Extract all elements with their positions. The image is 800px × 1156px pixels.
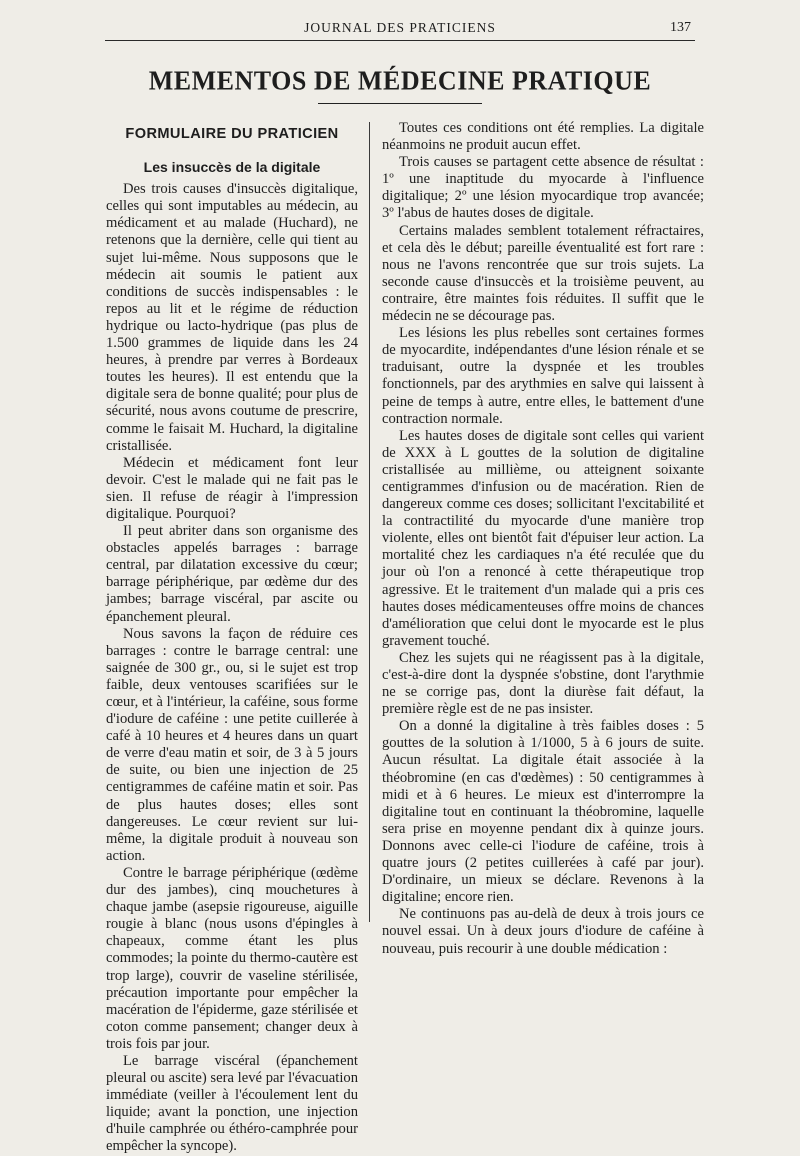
- paragraph: Les hautes doses de digitale sont celles qui varient de XXX à L gouttes de la solution de digitaline cristallisée au millième, ou atteignent soixante centigrammes d'infusion ou de macération. Rien de dangereux comme ces doses; sollicitant l'excitabilité et la contractilité du myocarde d'une manière trop violente, elles ont bientôt fait d'épuiser leur action. La mortalité chez les cardiaques n'a été reculée que du jour où l'on a renoncé à cette thérapeutique trop agressive. Et le traitement d'un malade qui a pris ces hautes doses médicamenteuses offre moins de chances d'amélioration que celui dont le myocarde est le plus gravement touché.: [382, 427, 704, 649]
- paragraph: Il peut abriter dans son organisme des obstacles appelés barrages : barrage central, par dilatation excessive du cœur; barrage périphérique, par œdème dur des jambes; barrage viscéral, par ascite ou épanchement pleural.: [106, 523, 358, 625]
- journal-title: JOURNAL DES PRATICIENS: [304, 20, 496, 35]
- paragraph: Trois causes se partagent cette absence de résultat : 1º une inaptitude du myocarde à l'influence digitalique; 2º une lésion myocardique trop avancée; 3º l'abus de hautes doses de digitale.: [382, 154, 704, 222]
- paragraph: Toutes ces conditions ont été remplies. La digitale néanmoins ne produit aucun effet.: [382, 120, 704, 154]
- paragraph: Ne continuons pas au-delà de deux à trois jours ce nouvel essai. Un à deux jours d'iodure de caféine à nouveau, puis recourir à une double médication :: [382, 906, 704, 957]
- right-column: [370, 120, 704, 958]
- title-divider: [318, 103, 482, 104]
- paragraph: Contre le barrage périphérique (œdème dur des jambes), cinq mouchetures à chaque jambe (asepsie rigoureuse, aiguille rougie à blanc (nous usons d'épingles à chapeaux, comme étant les plus commodes; la pointe du thermo-cautère est trop large), couvrir de vaseline stérilisée, précaution importante pour empêcher la macération de l'épiderme, gaze stérilisée et coton comme pansement; changer deux à trois fois par jour.: [106, 864, 358, 1052]
- article-heading: Les insuccès de la digitale: [143, 159, 321, 176]
- page-title: MEMENTOS DE MÉDECINE PRATIQUE: [148, 65, 652, 96]
- paragraph: Médecin et médicament font leur devoir. C'est le malade qui ne fait pas le sien. Il refuse de réagir à l'impression digitalique. Pourquoi?: [106, 454, 358, 522]
- page-number: 137: [670, 20, 691, 35]
- paragraph: Les lésions les plus rebelles sont certaines formes de myocardite, indépendantes d'une lésion rénale et se traduisant, outre la dyspnée et les troubles fonctionnels, par des arythmies en salve qui laissent à peine de temps à autre, entre elles, le battement d'une contraction normale.: [382, 325, 704, 427]
- running-header: [105, 20, 695, 41]
- paragraph: Le barrage viscéral (épanchement pleural ou ascite) sera levé par l'évacuation immédiate (veiller à l'écoulement lent du liquide; avant la ponction, une injection d'huile camphrée ou éthéro-camphrée pour empêcher la syncope).: [106, 1052, 358, 1155]
- left-column: [106, 120, 358, 1156]
- paragraph: Certains malades semblent totalement réfractaires, et cela dès le début; pareille éventualité est fort rare : nous ne l'avons rencontrée que sur trois sujets. La seconde cause d'insuccès et la troisième peuvent, au contraire, être maintes fois réduites. Il suffit que le médecin ne se décourage pas.: [382, 222, 704, 325]
- paragraph: Nous savons la façon de réduire ces barrages : contre le barrage central: une saignée de 300 gr., ou, si le sujet est trop faible, deux ventouses scarifiées sur le cœur, et à l'intérieur, la caféine, sous forme d'iodure de caféine : une petite cuillerée à café à 10 heures et 4 heures dans un quart de verre d'eau matin et soir, de 3 à 5 jours de suite, ou bien une injection de 25 centigrammes de caféine matin et soir. Pas de plus hautes doses; elles sont dangereuses. Le cœur revient sur lui-même, la digitale produit à nouveau son action.: [106, 625, 358, 864]
- paragraph: On a donné la digitaline à très faibles doses : 5 gouttes de la solution à 1/1000, 5 à 6 jours de suite. Aucun résultat. La digitale était associée à la théobromine (en cas d'œdèmes) : 50 centigrammes à midi et à 6 heures. Le mieux est d'interrompre la digitaline tout en continuant la théobromine, laquelle sera prise en moyenne pendant dix à quinze jours. Donnons avec celle-ci l'iodure de caféine, trois à quatre jours (2 petites cuillerées à café par jour). D'ordinaire, un mieux se déclare. Revenons à la digitaline; encore rien.: [382, 718, 704, 906]
- paragraph: Chez les sujets qui ne réagissent pas à la digitale, c'est-à-dire dont la dyspnée s'obstine, dont l'arythmie ne se corrige pas, dont la diurèse fait défaut, la première règle est de ne pas insister.: [382, 649, 704, 718]
- section-heading: FORMULAIRE DU PRATICIEN: [125, 126, 339, 142]
- paragraph: Des trois causes d'insuccès digitalique, celles qui sont imputables au médecin, au médicament et au malade (Huchard), ne retenons que la dernière, celle qui tient au sujet lui-même. Nous supposons que le médecin ait soumis le patient aux conditions de succès indispensables : le repos au lit et le régime de réduction hydrique ou lacto-hydrique (pas plus de 1.500 grammes de liquide dans les 24 heures, à prendre par verres à Bordeaux toutes les heures). Il est entendu que la digitale sera de bonne qualité; pour plus de sécurité, nous avons coutume de prescrire, comme le faisait M. Huchard, la digitaline cristallisée.: [106, 181, 358, 454]
